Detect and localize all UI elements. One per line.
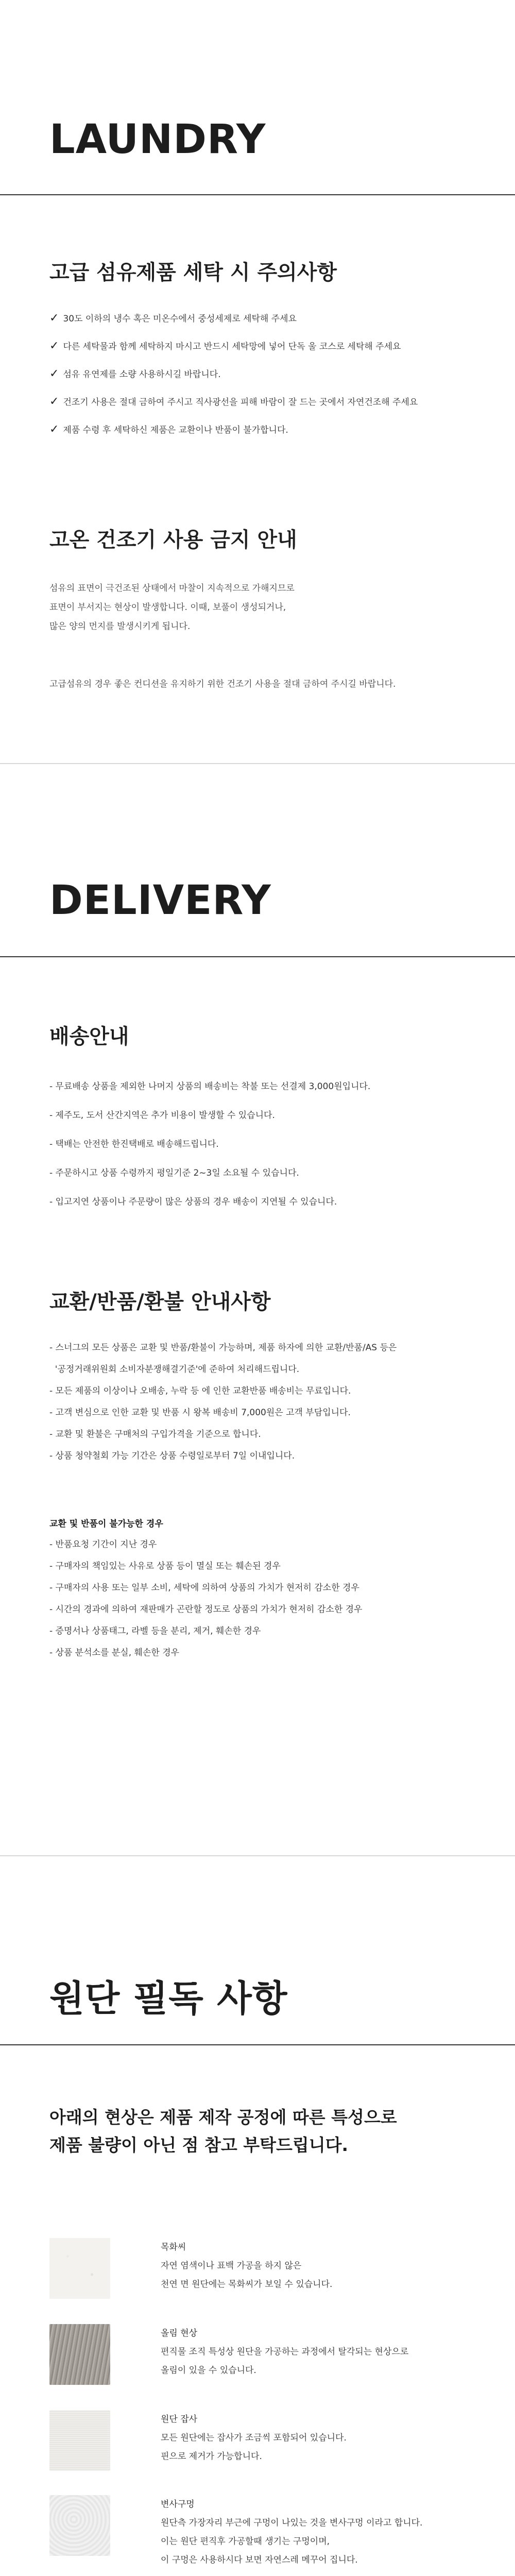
shipping-item: - 제주도, 도서 산간지역은 추가 비용이 발생할 수 있습니다. xyxy=(49,1110,275,1121)
exchange-item: - 교환 및 환불은 구매처의 구입가격을 기준으로 합니다. xyxy=(49,1429,261,1439)
shipping-list xyxy=(49,1079,370,1224)
shipping-title: 배송안내 xyxy=(49,1025,129,1048)
fabric-item-desc: 편직물 조직 특성상 원단을 가공하는 과정에서 탈각되는 현상으로 xyxy=(161,2347,409,2357)
delivery-section xyxy=(0,764,515,1855)
care-item: ✓ 제품 수령 후 세탁하신 제품은 교환이나 반품이 불가합니다. xyxy=(49,423,288,436)
fabric-heading: 원단 필독 사항 xyxy=(49,1977,288,2020)
check-icon: ✓ xyxy=(49,423,59,436)
not-allowed-item: - 상품 분석소를 분실, 훼손한 경우 xyxy=(49,1648,180,1658)
not-allowed-title: 교환 및 반품이 불가능한 경우 xyxy=(49,1519,163,1529)
check-icon: ✓ xyxy=(49,312,59,325)
care-item: ✓ 30도 이하의 냉수 혹은 미온수에서 중성세제로 세탁해 주세요 xyxy=(49,312,297,325)
check-icon: ✓ xyxy=(49,367,59,380)
cotton-seed-swatch xyxy=(49,2238,110,2299)
check-icon: ✓ xyxy=(49,340,59,352)
care-item: ✓ 섬유 유연제를 소량 사용하시길 바랍니다. xyxy=(49,367,221,380)
fabric-item-desc: 자연 염색이나 표백 가공을 하지 않은 xyxy=(161,2261,302,2271)
exchange-list xyxy=(49,1337,397,1467)
shipping-item: - 택배는 안전한 한진택배로 배송해드립니다. xyxy=(49,1139,219,1149)
not-allowed-item: - 구매자의 책임있는 사유로 상품 등이 멸실 또는 훼손된 경우 xyxy=(49,1561,281,1571)
fabric-item-name: 원단 잡사 xyxy=(161,2414,198,2425)
care-item: ✓ 다른 세탁물과 함께 세탁하지 마시고 반드시 세탁망에 넣어 단독 울 코스로 세탁해 주세요 xyxy=(49,340,401,352)
stray-thread-swatch xyxy=(49,2410,110,2471)
not-allowed-item: - 시간의 경과에 의하여 재판매가 곤란할 정도로 상품의 가치가 현저히 감소한 경우 xyxy=(49,1604,363,1615)
shipping-item: - 무료배송 상품을 제외한 나머지 상품의 배송비는 착불 또는 선결제 3,000원입니다. xyxy=(49,1081,371,1092)
fabric-item-desc: 이는 원단 편직후 가공할때 생기는 구멍이며, xyxy=(161,2536,330,2547)
fabric-item-desc: 모든 원단에는 잡사가 조금씩 포함되어 있습니다. xyxy=(161,2433,347,2443)
exchange-title: 교환/반품/환불 안내사항 xyxy=(49,1290,271,1314)
not-allowed-item: - 증명서나 상품태그, 라벨 등을 분리, 제거, 훼손한 경우 xyxy=(49,1626,261,1636)
fabric-item-desc: 핀으로 제거가 가능합니다. xyxy=(161,2451,262,2462)
fabric-intro: 아래의 현상은 제품 제작 공정에 따른 특성으로 제품 불량이 아닌 점 참고 부탁드립니다. xyxy=(49,2107,397,2155)
care-checklist xyxy=(49,304,418,444)
laundry-divider xyxy=(0,194,515,195)
delivery-heading: DELIVERY xyxy=(49,877,271,924)
dryer-paragraph: 섬유의 표면이 극건조된 상태에서 마찰이 지속적으로 가해지므로 표면이 부서지는 현상이 발생합니다. 이때, 보풀이 생성되거나, 많은 양의 먼지를 발생시키게 됩니다. xyxy=(49,583,295,632)
laundry-section xyxy=(0,0,515,762)
care-title: 고급 섬유제품 세탁 시 주의사항 xyxy=(49,261,337,284)
fabric-item-desc: 올림이 있을 수 있습니다. xyxy=(161,2365,256,2376)
shipping-item: - 입고지연 상품이나 주문량이 많은 상품의 경우 배송이 지연될 수 있습니다. xyxy=(49,1197,337,1207)
exchange-item: - 모든 제품의 이상이나 오배송, 누락 등 에 인한 교환반품 배송비는 무료입니다. xyxy=(49,1386,351,1396)
care-item: ✓ 건조기 사용은 절대 금하여 주시고 직사광선을 피해 바람이 잘 드는 곳에서 자연건조해 주세요 xyxy=(49,395,418,408)
exchange-item: '공정거래위원회 소비자분쟁해결기준'에 준하여 처리해드립니다. xyxy=(49,1364,300,1375)
delivery-divider xyxy=(0,956,515,957)
fabric-item-name: 목화씨 xyxy=(161,2242,186,2252)
dryer-title: 고온 건조기 사용 금지 안내 xyxy=(49,528,297,552)
dryer-note: 고급섬유의 경우 좋은 컨디션을 유지하기 위한 건조기 사용을 절대 금하여 주시길 바랍니다. xyxy=(49,679,396,689)
fabric-divider xyxy=(0,2044,515,2045)
not-allowed-list xyxy=(49,1534,363,1664)
laundry-heading: LAUNDRY xyxy=(49,116,266,163)
fabric-item-desc: 이 구멍은 사용하시다 보면 자연스레 메꾸어 집니다. xyxy=(161,2555,358,2565)
not-allowed-item: - 반품요청 기간이 지난 경우 xyxy=(49,1539,157,1550)
fabric-item-desc: 천연 면 원단에는 목화씨가 보일 수 있습니다. xyxy=(161,2279,333,2290)
fabric-item-name: 변사구멍 xyxy=(161,2499,195,2510)
pilling-swatch xyxy=(49,2324,110,2385)
fabric-section xyxy=(0,1856,515,2576)
exchange-item: - 상품 청약철회 가능 기간은 상품 수령일로부터 7일 이내입니다. xyxy=(49,1451,295,1461)
not-allowed-item: - 구매자의 사용 또는 일부 소비, 세탁에 의하여 상품의 가치가 현저히 감소한 경우 xyxy=(49,1583,359,1593)
edge-hole-swatch xyxy=(49,2495,110,2556)
exchange-item: - 고객 변심으로 인한 교환 및 반품 시 왕복 배송비 7,000원은 고객 부담입니다. xyxy=(49,1408,351,1418)
check-icon: ✓ xyxy=(49,395,59,408)
fabric-item-desc: 원단측 가장자리 부근에 구멍이 나있는 것을 변사구멍 이라고 합니다. xyxy=(161,2518,423,2528)
fabric-item-name: 올림 현상 xyxy=(161,2328,198,2338)
shipping-item: - 주문하시고 상품 수령까지 평일기준 2~3일 소요될 수 있습니다. xyxy=(49,1168,299,1178)
exchange-item: - 스너그의 모든 상품은 교환 및 반품/환불이 가능하며, 제품 하자에 의한 교환/반품/AS 등은 xyxy=(49,1343,397,1353)
